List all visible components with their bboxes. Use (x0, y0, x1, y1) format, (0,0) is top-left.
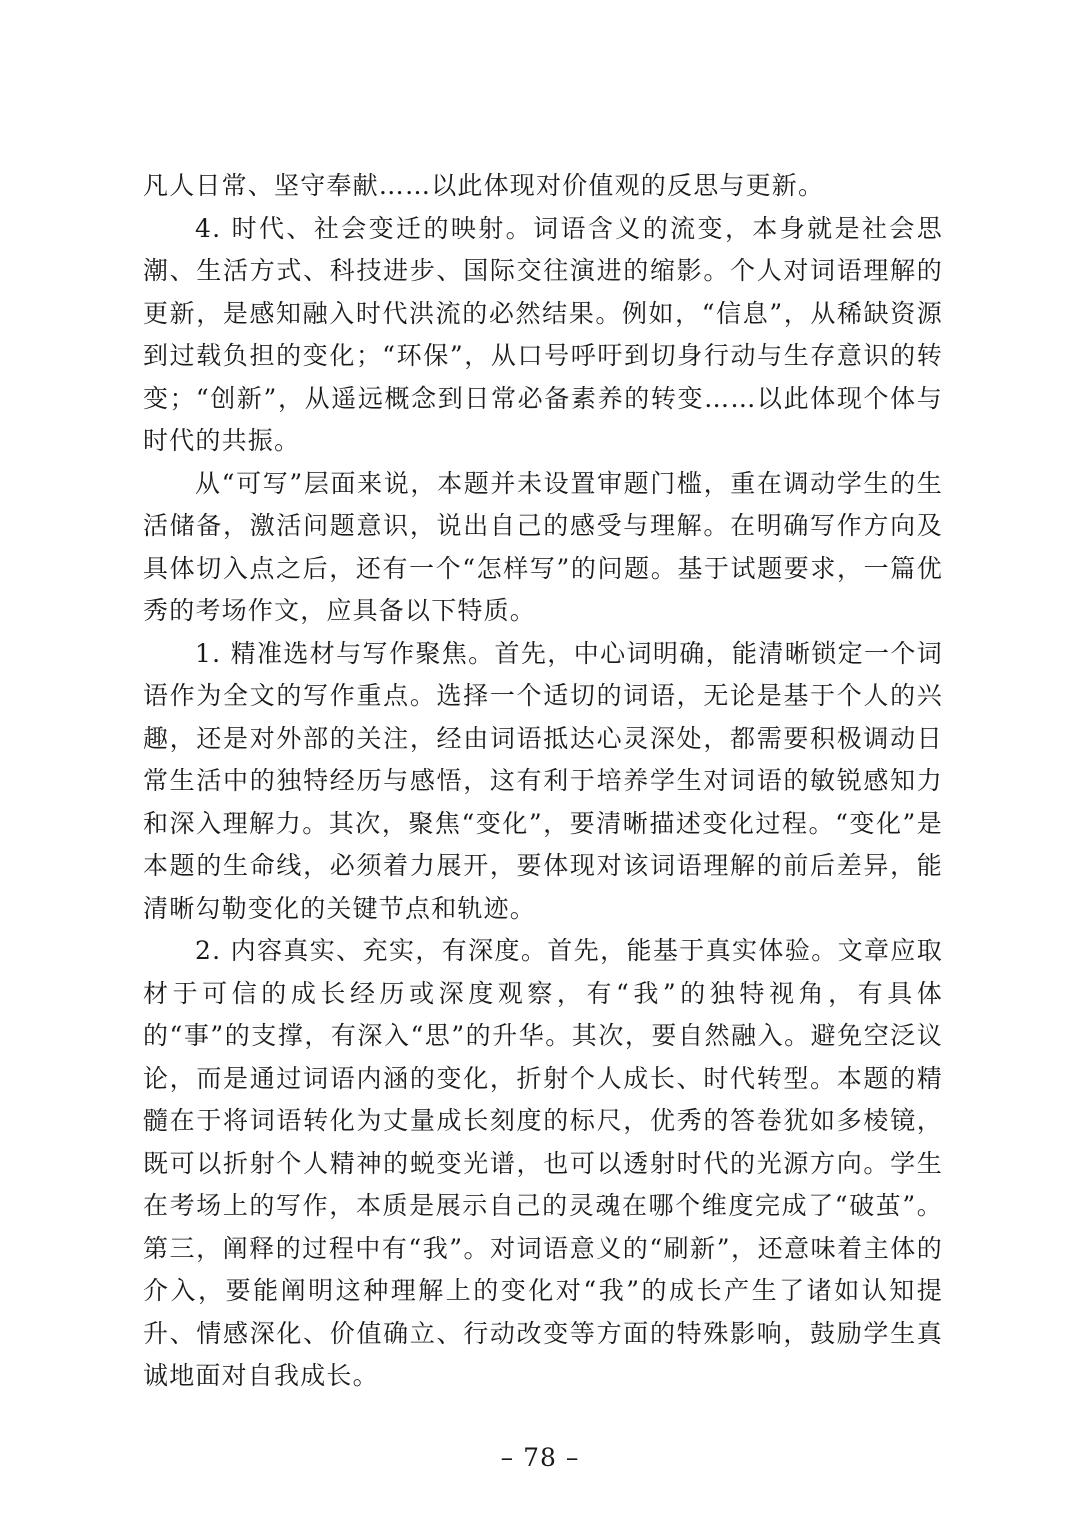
paragraph-writability: 从“可写”层面来说，本题并未设置审题门槛，重在调动学生的生活储备，激活问题意识，说出自己的感受与理解。在明确写作方向及具体切入点之后，还有一个“怎样写”的问题。基于试题要求，一篇优秀的考场作文，应具备以下特质。 (143, 468, 943, 625)
paragraph-content-depth: 2. 内容真实、充实，有深度。首先，能基于真实体验。文章应取材于可信的成长经历或深度观察，有“我”的独特视角，有具体的“事”的支撑，有深入“思”的升华。其次，要自然融入。避免空泛议论，而是通过词语内涵的变化，折射个人成长、时代转型。本题的精髓在于将词语转化为丈量成长刻度的标尺，优秀的答卷犹如多棱镜，既可以折射个人精神的蜕变光谱，也可以透射时代的光源方向。学生在考场上的写作，本质是展示自己的灵魂在哪个维度完成了“破茧”。第三，阐释的过程中有“我”。对词语意义的“刷新”，还意味着主体的介入，要能阐明这种理解上的变化对“我”的成长产生了诸如认知提升、情感深化、价值确立、行动改变等方面的特殊影响，鼓励学生真诚地面对自我成长。 (143, 936, 943, 1390)
paragraph-continuation: 凡人日常、坚守奉献……以此体现对价值观的反思与更新。 (143, 171, 825, 200)
page-number: – 78 – (500, 1443, 580, 1472)
body-text (143, 165, 943, 1398)
paragraph-material-focus: 1. 精准选材与写作聚焦。首先，中心词明确，能清晰锁定一个词语作为全文的写作重点。选择一个适切的词语，无论是基于个人的兴趣，还是对外部的关注，经由词语抵达心灵深处，都需要积极调动日常生活中的独特经历与感悟，这有利于培养学生对词语的敏锐感知力和深入理解力。其次，聚焦“变化”，要清晰描述变化过程。“变化”是本题的生命线，必须着力展开，要体现对该词语理解的前后差异，能清晰勾勒变化的关键节点和轨迹。 (143, 638, 943, 923)
paragraph-era-change: 4. 时代、社会变迁的映射。词语含义的流变，本身就是社会思潮、生活方式、科技进步、国际交往演进的缩影。个人对词语理解的更新，是感知融入时代洪流的必然结果。例如，“信息”，从稀缺资源到过载负担的变化；“环保”，从口号呼吁到切身行动与生存意识的转变；“创新”，从遥远概念到日常必备素养的转变……以此体现个体与时代的共振。 (143, 213, 943, 455)
